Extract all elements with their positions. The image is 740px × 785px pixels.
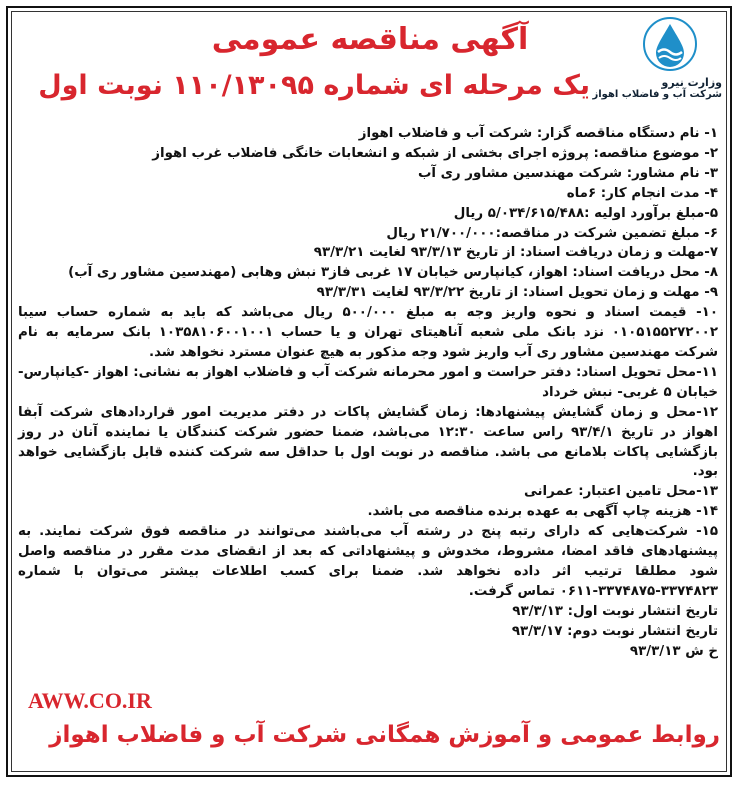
tender-item: ۶- مبلغ تضمین شرکت در مناقصه:۲۱/۷۰۰/۰۰۰ ریال <box>386 225 718 241</box>
water-drop-logo-icon <box>642 16 698 72</box>
tender-item: ۸- محل دریافت اسناد: اهواز، کیانپارس خیابان ۱۷ غربی فاز۳ نبش وهابی (مهندسین مشاور ری آب) <box>68 265 718 281</box>
website-link[interactable]: AWW.CO.IR <box>28 688 152 713</box>
publish-date-second: تاریخ انتشار نوبت دوم: ۹۳/۳/۱۷ <box>511 623 718 639</box>
tender-item: ۳- نام مشاور: شرکت مهندسین مشاور ری آب <box>417 165 718 181</box>
tender-item: ۱۱-محل تحویل اسناد: دفتر حراست و امور محرمانه شرکت آب و فاضلاب اهواز به نشانی: اهواز -کیانپارس- خیابان ۵ غربی- نبش خرداد <box>18 364 718 400</box>
footer-credit: روابط عمومی و آموزش همگانی شرکت آب و فاضلاب اهواز <box>49 722 720 748</box>
tender-item: ۹- مهلت و زمان تحویل اسناد: از تاریخ ۹۳/۳/۲۲ لغایت ۹۳/۳/۳۱ <box>316 285 718 301</box>
tender-item: ۱۳-محل تامین اعتبار: عمرانی <box>523 484 718 500</box>
company-logo <box>592 16 730 102</box>
tender-body <box>18 124 718 661</box>
ministry-label: وزارت نیرو <box>661 76 722 89</box>
tender-item: ۱۰- قیمت اسناد و نحوه واریز وجه به مبلغ ۵۰۰/۰۰۰ ریال می‌باشد که باید به شماره حساب سیبا ۰۱۰۵۱۵۵۲۷۲۰۰۲ نزد بانک ملی شعبه آناهیتای تهران و یا حساب ۱۰۳۵۸۱۰۶۰۰۱۰۰۱ بانک سرمایه به نام شرکت مهندسین مشاور ری آب واریز شود وجه مذکور به هیچ عنوان مسترد نخواهد شد. <box>18 305 719 360</box>
reference-code: خ ش ۹۳/۳/۱۳ <box>629 643 718 659</box>
tender-item: ۷-مهلت و زمان دریافت اسناد: از تاریخ ۹۳/۳/۱۳ لغایت ۹۳/۳/۲۱ <box>313 245 718 261</box>
publish-date-first: تاریخ انتشار نوبت اول: ۹۳/۳/۱۳ <box>512 603 718 619</box>
tender-item: ۱- نام دستگاه مناقصه گزار: شرکت آب و فاضلاب اهواز <box>358 126 718 141</box>
tender-item: ۱۵- شرکت‌هایی که دارای رتبه پنج در رشته آب می‌باشند می‌توانند در مناقصه فوق شرکت نمایند. به پیشنهادهای فاقد امضا، مشروط، مخدوش و پیشنهاداتی که بعد از انقضای مدت مقرر در مناقصه واصل شود مطلقا ترتیب اثر داده نخواهد شد. ضمنا برای کسب اطلاعات بیشتر می‌توان با شماره ۳۳۷۴۸۲۳-۳۳۷۴۸۷۵-۰۶۱۱ تماس گرفت. <box>18 524 718 599</box>
tender-item: ۵-مبلغ برآورد اولیه :۵/۰۳۴/۶۱۵/۴۸۸ ریال <box>453 205 718 221</box>
tender-item: ۲- موضوع مناقصه: پروژه اجرای بخشی از شبکه و انشعابات خانگی فاضلاب غرب اهواز <box>152 145 718 161</box>
company-label: شرکت آب و فاضلاب اهواز <box>592 89 722 100</box>
tender-number: یک مرحله ای شماره ۱۱۰/۱۳۰۹۵ نوبت اول <box>38 70 590 101</box>
tender-item: ۴- مدت انجام کار: ۶ماه <box>566 185 718 201</box>
tender-item: ۱۴- هزینه چاپ آگهی به عهده برنده مناقصه می باشد. <box>367 504 718 520</box>
tender-item: ۱۲-محل و زمان گشایش پیشنهادها: زمان گشایش پاکات در دفتر مدیریت امور قراردادهای شرکت آبفا اهواز در تاریخ ۹۳/۴/۱ راس ساعت ۱۲:۳۰ می‌باشد، ضمنا حضور شرکت کنندگان یا نماینده آنان در روز بازگشایی پاکات بلامانع می باشد. مناقصه در نوبت اول با حداقل سه شرکت کننده قابل بازگشایی خواهد بود. <box>18 404 719 480</box>
page-title: آگهی مناقصه عمومی <box>211 22 529 57</box>
